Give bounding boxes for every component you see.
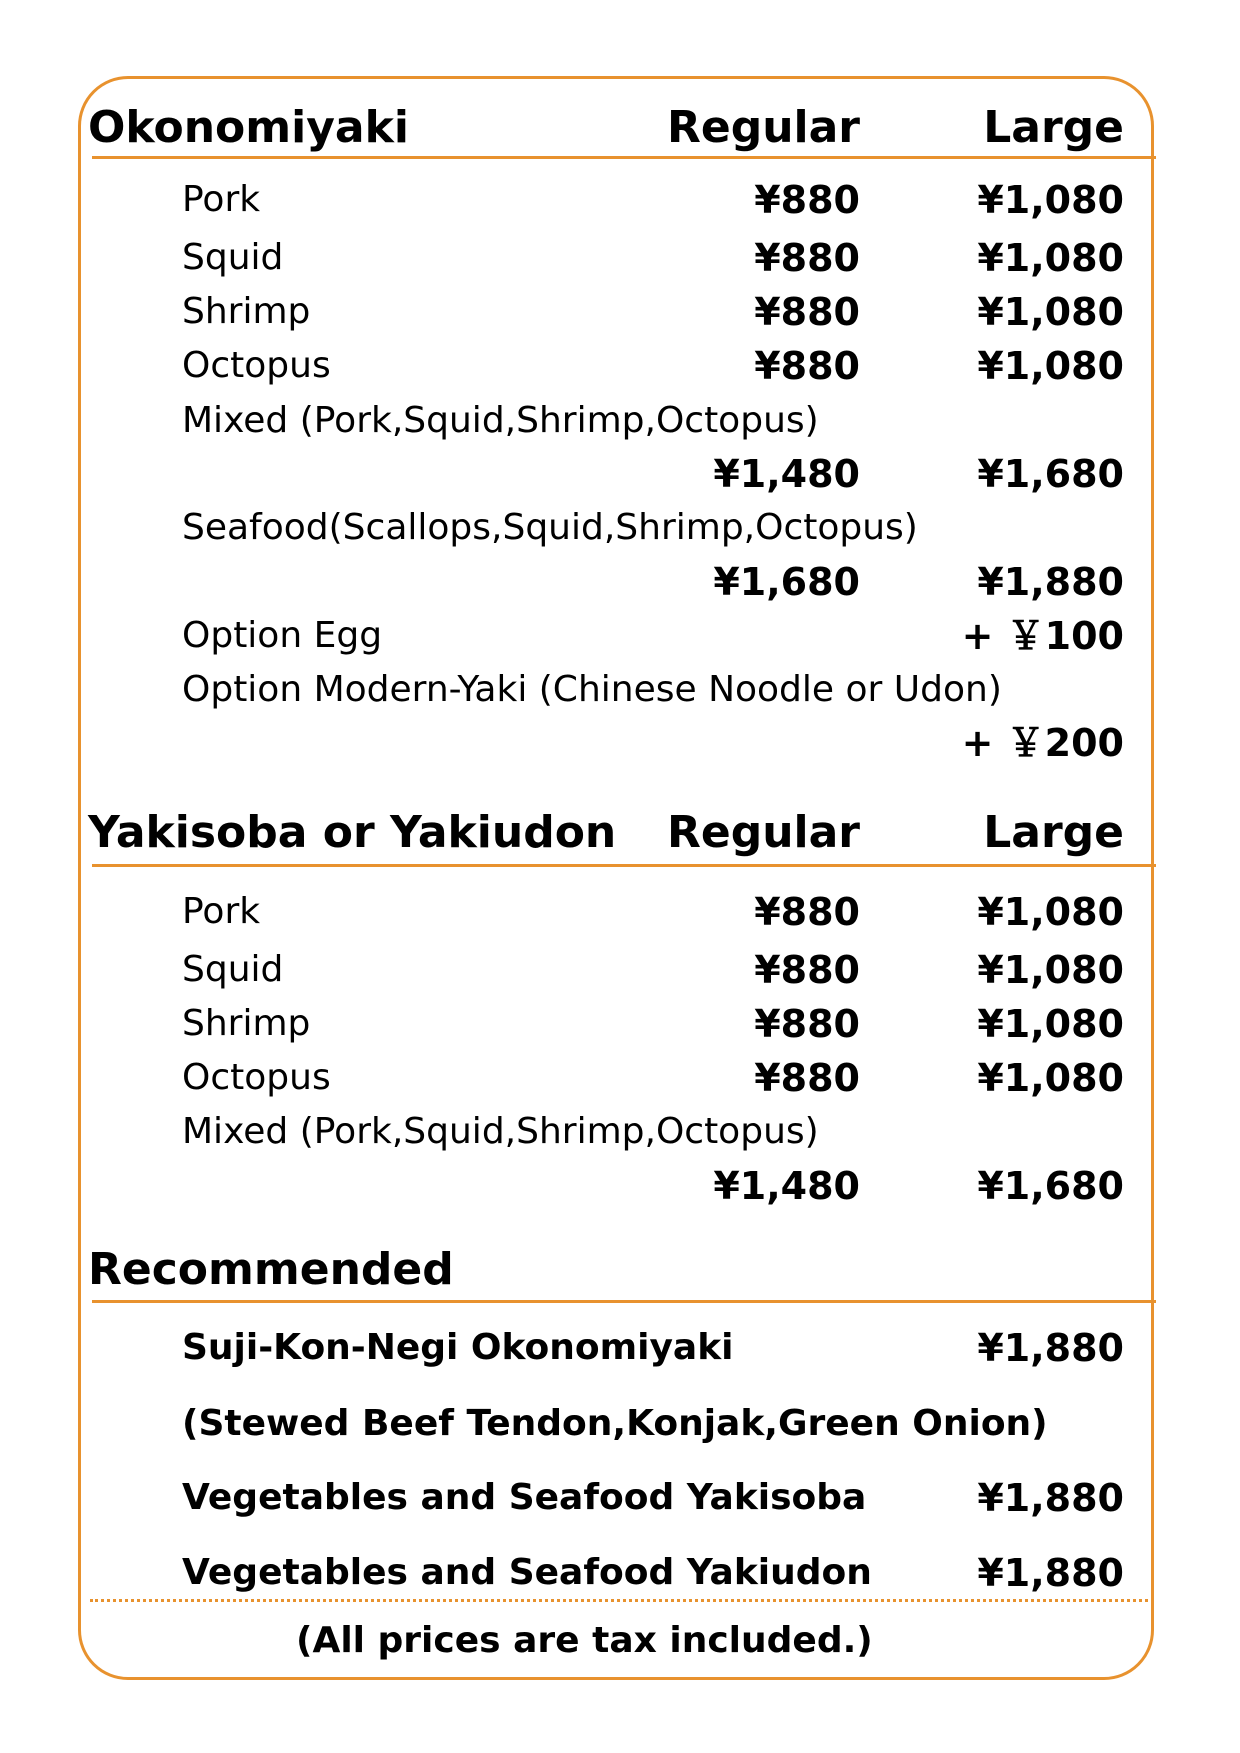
section-rule [92, 1300, 1156, 1303]
item-name: Squid [182, 949, 284, 990]
yakisoba-header [0, 803, 1240, 863]
recommended-item [0, 1543, 1240, 1603]
menu-item [0, 994, 1240, 1054]
item-name: Pork [182, 891, 261, 932]
price-regular: ¥1,680 [713, 560, 860, 604]
dotted-divider [90, 1599, 1154, 1602]
price-regular: ¥1,480 [713, 1164, 860, 1208]
menu-item [0, 170, 1240, 230]
item-name: Mixed (Pork,Squid,Shrimp,Octopus) [182, 1111, 819, 1152]
item-name: Mixed (Pork,Squid,Shrimp,Octopus) [182, 400, 819, 441]
option-name: Option Modern-Yaki (Chinese Noodle or Udon) [182, 669, 1002, 710]
item-name: Squid [182, 237, 284, 278]
recommended-item-description [0, 1394, 1240, 1454]
option-item-price [0, 713, 1240, 773]
column-large: Large [983, 807, 1124, 858]
price-large: ¥1,080 [977, 1002, 1124, 1046]
menu-item [0, 940, 1240, 1000]
menu-item [0, 1048, 1240, 1108]
item-name: Suji-Kon-Negi Okonomiyaki [182, 1327, 734, 1368]
footer [0, 1611, 1240, 1671]
price-large: ¥1,680 [977, 1164, 1124, 1208]
price-large: ¥1,680 [977, 452, 1124, 496]
price-large: ¥1,080 [977, 890, 1124, 934]
menu-item-prices [0, 444, 1240, 504]
menu-item [0, 282, 1240, 342]
item-name: Pork [182, 179, 261, 220]
price-large: ¥1,080 [977, 178, 1124, 222]
price-regular: ¥880 [754, 236, 860, 280]
section-rule [92, 864, 1156, 867]
menu-item-name [0, 498, 1240, 558]
menu-item-prices [0, 552, 1240, 612]
menu-item-prices [0, 1156, 1240, 1216]
item-name: Octopus [182, 345, 331, 386]
price-regular: ¥880 [754, 178, 860, 222]
price-large: ¥1,080 [977, 1056, 1124, 1100]
menu-item [0, 882, 1240, 942]
price-regular: ¥880 [754, 290, 860, 334]
recommended-item [0, 1468, 1240, 1528]
column-large: Large [983, 102, 1124, 153]
column-regular: Regular [666, 807, 860, 858]
price-regular: ¥880 [754, 344, 860, 388]
item-name: Shrimp [182, 291, 311, 332]
price-large: ¥1,080 [977, 290, 1124, 334]
item-description: (Stewed Beef Tendon,Konjak,Green Onion) [182, 1403, 1048, 1444]
item-price: ¥1,880 [977, 1551, 1124, 1595]
item-name: Octopus [182, 1057, 331, 1098]
item-price: ¥1,880 [977, 1326, 1124, 1370]
option-item [0, 606, 1240, 666]
menu-item-name [0, 1102, 1240, 1162]
option-item-name [0, 660, 1240, 720]
item-name: Shrimp [182, 1003, 311, 1044]
section-title: Recommended [88, 1244, 454, 1295]
column-regular: Regular [666, 102, 860, 153]
price-large: ¥1,080 [977, 344, 1124, 388]
recommended-item [0, 1318, 1240, 1378]
menu-item [0, 336, 1240, 396]
price-large: ¥1,080 [977, 948, 1124, 992]
price-regular: ¥880 [754, 890, 860, 934]
item-name: Seafood(Scallops,Squid,Shrimp,Octopus) [182, 507, 918, 548]
price-regular: ¥880 [754, 948, 860, 992]
option-price: + ￥100 [961, 614, 1124, 658]
price-regular: ¥1,480 [713, 452, 860, 496]
item-name: Vegetables and Seafood Yakiudon [182, 1552, 872, 1593]
option-price: + ￥200 [961, 721, 1124, 765]
price-large: ¥1,880 [977, 560, 1124, 604]
recommended-header [0, 1240, 1240, 1300]
menu-item [0, 228, 1240, 288]
menu-item-name [0, 391, 1240, 451]
tax-note: (All prices are tax included.) [296, 1620, 873, 1661]
item-price: ¥1,880 [977, 1476, 1124, 1520]
okonomiyaki-header [0, 98, 1240, 158]
option-name: Option Egg [182, 615, 383, 656]
price-regular: ¥880 [754, 1002, 860, 1046]
price-large: ¥1,080 [977, 236, 1124, 280]
price-regular: ¥880 [754, 1056, 860, 1100]
section-title: Okonomiyaki [88, 102, 409, 153]
section-title: Yakisoba or Yakiudon [88, 807, 617, 858]
section-rule [92, 156, 1156, 159]
item-name: Vegetables and Seafood Yakisoba [182, 1477, 867, 1518]
